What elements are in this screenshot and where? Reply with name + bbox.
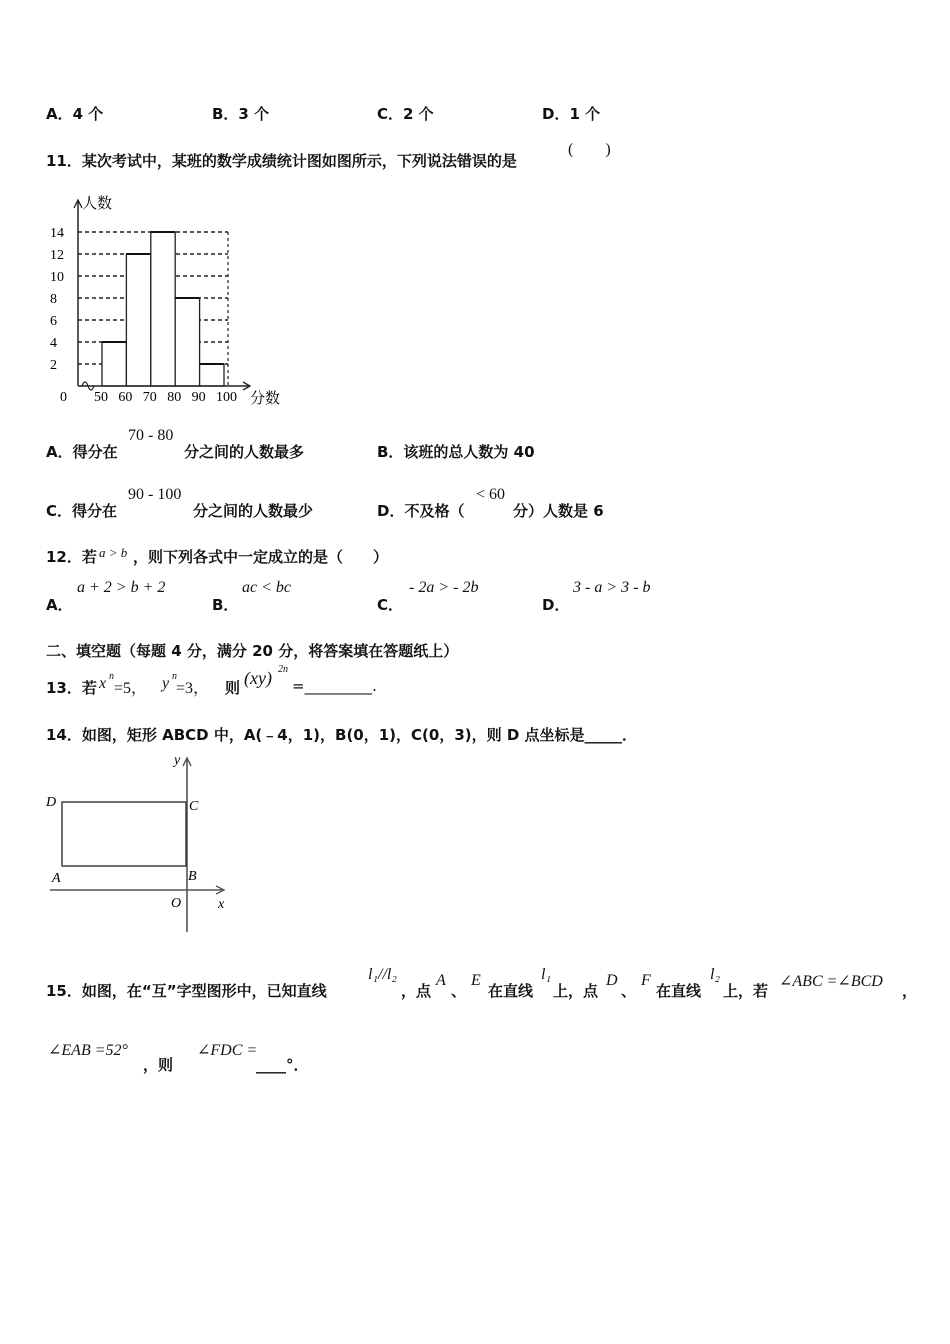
y-tick-label: 12 bbox=[50, 248, 64, 263]
x-tick-label: 90 bbox=[191, 390, 206, 405]
q12-option-d-math: 3 - a > 3 - b bbox=[573, 579, 651, 596]
q13-xy-exp: 2n bbox=[278, 664, 288, 675]
histogram-bar bbox=[200, 364, 224, 386]
q14-figure bbox=[40, 750, 240, 935]
q11-option-d-math: < 60 bbox=[476, 486, 506, 503]
q10-option-c: C．2 个 bbox=[377, 105, 434, 123]
q12-option-c-math: - 2a > - 2b bbox=[409, 579, 479, 596]
histogram-bar bbox=[102, 342, 126, 386]
q12-stem-pre: 12．若 bbox=[46, 548, 97, 566]
q15-mid2: 在直线 bbox=[488, 982, 534, 1000]
q13-x: x bbox=[99, 675, 107, 692]
q15-comma: ， bbox=[902, 982, 918, 1000]
y-axis-label: 人数 bbox=[82, 196, 113, 212]
q15-fdc: ∠FDC = bbox=[197, 1042, 258, 1059]
q13-pre: 13．若 bbox=[46, 679, 97, 697]
label-d: D bbox=[46, 795, 57, 810]
q11-paren: ( ) bbox=[568, 141, 611, 158]
y-tick-label: 8 bbox=[50, 292, 57, 307]
q13-answer-blank[interactable]: =_________. bbox=[292, 677, 377, 695]
y-tick-label: 6 bbox=[50, 314, 57, 329]
q12-option-b-label: B． bbox=[212, 596, 239, 614]
q11-option-c-pre: C．得分在 bbox=[46, 502, 118, 520]
q15-answer-blank[interactable]: ____°． bbox=[256, 1056, 309, 1074]
label-b: B bbox=[188, 869, 197, 884]
q11-option-d-post: 分）人数是 6 bbox=[513, 502, 604, 520]
q11-option-c-math: 90 - 100 bbox=[128, 486, 182, 503]
q15-mid5: 上，若 bbox=[723, 982, 769, 1000]
label-x: x bbox=[218, 897, 225, 912]
q13-y: y bbox=[162, 675, 170, 692]
q12-stem-math: a > b bbox=[99, 545, 128, 560]
q12-option-a-label: A． bbox=[46, 596, 73, 614]
y-tick-label: 4 bbox=[50, 336, 57, 351]
q15-point-f: F bbox=[641, 972, 651, 989]
section-2-heading: 二、填空题（每题 4 分，满分 20 分，将答案填在答题纸上） bbox=[46, 642, 459, 660]
label-a: A bbox=[52, 871, 61, 886]
q13-y-exp: n bbox=[172, 671, 177, 682]
q15-eab: ∠EAB =52° bbox=[48, 1042, 128, 1059]
q10-option-a: A．4 个 bbox=[46, 105, 104, 123]
q15-sep2: 、 bbox=[621, 982, 637, 1000]
q11-option-a-post: 分之间的人数最多 bbox=[184, 443, 305, 461]
q15-condition: ∠ABC =∠BCD bbox=[779, 973, 883, 990]
q15-mid6: ，则 bbox=[143, 1056, 174, 1074]
y-tick-label: 10 bbox=[50, 270, 64, 285]
q15-sep1: 、 bbox=[451, 982, 467, 1000]
histogram-bar bbox=[151, 232, 175, 386]
y-tick-label: 2 bbox=[50, 358, 57, 373]
q15-mid3: 上，点 bbox=[553, 982, 599, 1000]
q11-option-d-pre: D．不及格（ bbox=[377, 502, 465, 520]
label-y: y bbox=[174, 753, 181, 768]
q13-mid: 则 bbox=[225, 679, 241, 697]
q13-xy: (xy) bbox=[244, 668, 272, 688]
q13-x-exp: n bbox=[109, 671, 114, 682]
q11-option-a-math: 70 - 80 bbox=[128, 427, 174, 444]
q12-option-b-math: ac < bc bbox=[242, 579, 291, 596]
x-tick-label: 50 bbox=[94, 390, 108, 405]
q11-option-b: B．该班的总人数为 40 bbox=[377, 443, 535, 461]
q11-option-a-pre: A．得分在 bbox=[46, 443, 118, 461]
q12-stem-post: ，则下列各式中一定成立的是（ ） bbox=[133, 548, 389, 566]
q12-option-d-label: D． bbox=[542, 596, 570, 614]
q10-option-d: D．1 个 bbox=[542, 105, 601, 123]
q14-stem: 14．如图，矩形 ABCD 中，A(﹣4，1)，B(0，1)，C(0，3)，则 D 点坐标是_____． bbox=[46, 726, 638, 744]
x-tick-label: 70 bbox=[142, 390, 157, 405]
rectangle-abcd bbox=[62, 802, 186, 866]
q12-option-a-math: a + 2 > b + 2 bbox=[77, 579, 166, 596]
y-tick-label: 14 bbox=[50, 226, 64, 241]
x-tick-label: 80 bbox=[167, 390, 182, 405]
q15-mid1: ，点 bbox=[401, 982, 432, 1000]
q11-option-c-post: 分之间的人数最少 bbox=[193, 502, 314, 520]
x-axis-label: 分数 bbox=[250, 391, 281, 407]
q11-stem: 11．某次考试中，某班的数学成绩统计图如图所示，下列说法错误的是 bbox=[46, 152, 517, 170]
q15-mid4: 在直线 bbox=[656, 982, 702, 1000]
q12-option-c-label: C． bbox=[377, 596, 404, 614]
q11-histogram bbox=[40, 188, 300, 413]
x-tick-label: 60 bbox=[118, 390, 133, 405]
histogram-bar bbox=[126, 254, 150, 386]
histogram-bar bbox=[175, 298, 199, 386]
q10-option-b: B．3 个 bbox=[212, 105, 270, 123]
label-c: C bbox=[189, 799, 199, 814]
q15-point-a: A bbox=[436, 972, 446, 989]
q15-point-d: D bbox=[606, 972, 618, 989]
label-o: O bbox=[171, 896, 182, 911]
q13-eq1: =5， bbox=[114, 680, 148, 697]
q15-l2: l₂ bbox=[710, 966, 721, 983]
q15-l1: l₁ bbox=[541, 966, 552, 983]
q15-pre: 15．如图，在“互”字型图形中，已知直线 bbox=[46, 982, 327, 1000]
q13-eq2: =3， bbox=[176, 680, 210, 697]
x-tick-label: 0 bbox=[60, 390, 67, 405]
q15-point-e: E bbox=[471, 972, 481, 989]
q15-parallel: l₁//l₂ bbox=[368, 966, 397, 983]
x-tick-label: 100 bbox=[216, 390, 237, 405]
